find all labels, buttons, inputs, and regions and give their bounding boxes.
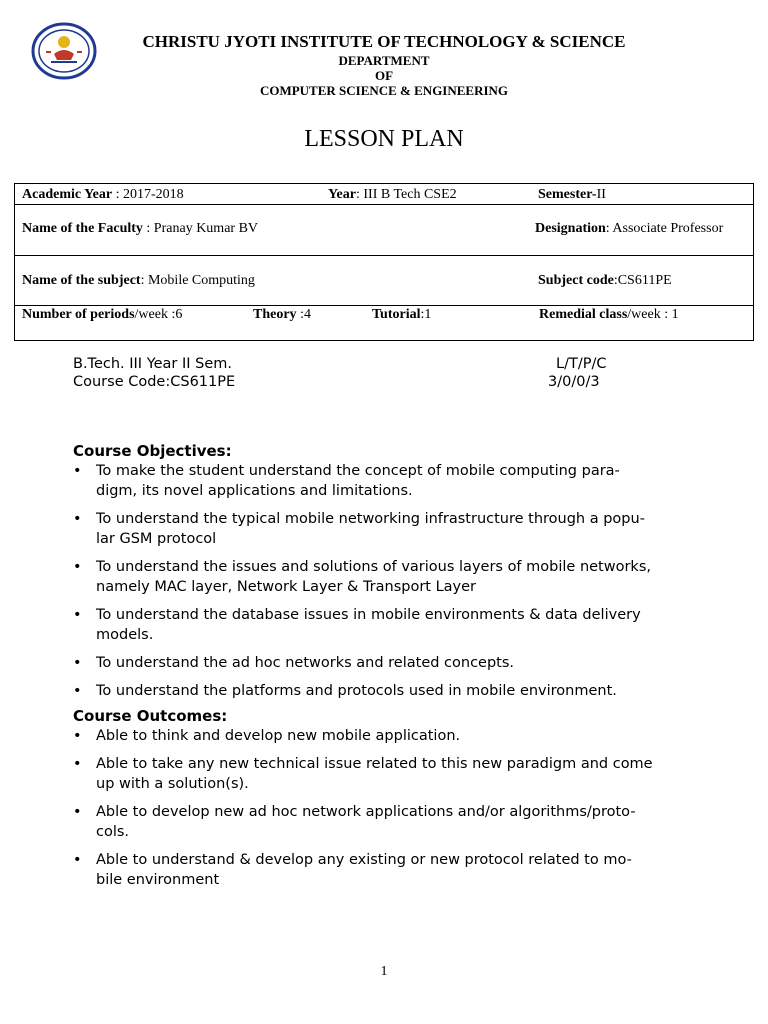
objectives-list (73, 461, 713, 701)
outcome-item (73, 754, 713, 794)
objective-item (73, 509, 713, 549)
department-line-2: OF (374, 68, 394, 83)
year-value: : III B Tech CSE2 (356, 187, 457, 202)
tutorial (372, 307, 431, 323)
year (328, 187, 457, 203)
info-table (14, 183, 754, 341)
academic-year-value: : 2017-2018 (112, 187, 184, 202)
course-outcomes-section (73, 706, 713, 898)
faculty (22, 221, 258, 237)
designation-label: Designation (535, 221, 606, 236)
tutorial-label: Tutorial (372, 307, 421, 322)
objective-item (73, 653, 713, 673)
ltpc-value: 3/0/0/3 (548, 374, 600, 390)
objective-item-text: To understand the typical mobile networking infrastructure through a popu- lar GSM protocol (96, 511, 645, 547)
objective-item (73, 681, 713, 701)
bullet-icon: • (73, 607, 82, 623)
bullet-icon: • (73, 655, 82, 671)
table-divider (15, 305, 753, 306)
outcome-item (73, 726, 713, 746)
bullet-icon: • (73, 756, 82, 772)
bullet-icon: • (73, 463, 82, 479)
semester-line: B.Tech. III Year II Sem. (73, 356, 233, 372)
theory (253, 307, 311, 323)
objective-item-text: To understand the issues and solutions of various layers of mobile networks, namely MAC layer, Network Layer & Transport Layer (96, 559, 651, 595)
bullet-icon: • (73, 683, 82, 699)
faculty-value: : Pranay Kumar BV (142, 221, 259, 236)
institution-name: CHRISTU JYOTI INSTITUTE OF TECHNOLOGY & SCIENCE (142, 32, 626, 51)
objectives-heading: Course Objectives: (73, 442, 232, 460)
tutorial-value: :1 (420, 307, 432, 322)
table-divider (15, 204, 753, 205)
bullet-icon: • (73, 804, 82, 820)
remedial-value: /week : 1 (627, 307, 679, 322)
remedial-label: Remedial class (539, 307, 628, 322)
outcome-item-text: Able to think and develop new mobile application. (96, 728, 461, 744)
objective-item-text: To understand the ad hoc networks and related concepts. (96, 655, 515, 671)
bullet-icon: • (73, 511, 82, 527)
page-title: LESSON PLAN (304, 126, 464, 152)
objective-item-text: To understand the platforms and protocols used in mobile environment. (96, 683, 617, 699)
year-label: Year (328, 187, 356, 202)
subject (22, 273, 255, 289)
objective-item (73, 461, 713, 501)
bullet-icon: • (73, 559, 82, 575)
faculty-label: Name of the Faculty (22, 221, 143, 236)
semester-label: Semester- (538, 187, 597, 202)
outcome-item-text: Able to take any new technical issue related to this new paradigm and come up with a solution(s). (96, 756, 653, 792)
outcome-item (73, 802, 713, 842)
objective-item-text: To make the student understand the concept of mobile computing para- digm, its novel applications and limitations. (96, 463, 620, 499)
theory-label: Theory (253, 307, 297, 322)
outcomes-heading: Course Outcomes: (73, 707, 228, 725)
outcome-item-text: Able to understand & develop any existing or new protocol related to mo- bile environment (96, 852, 632, 888)
designation-value: : Associate Professor (605, 221, 724, 236)
outcome-item-text: Able to develop new ad hoc network applications and/or algorithms/proto- cols. (96, 804, 636, 840)
academic-year-label: Academic Year (22, 187, 113, 202)
objective-item (73, 557, 713, 597)
table-divider (15, 255, 753, 256)
subject-label: Name of the subject (22, 273, 141, 288)
subject-code-label: Subject code (538, 273, 614, 288)
subject-code (538, 273, 672, 289)
objective-item-text: To understand the database issues in mobile environments & data delivery models. (96, 607, 641, 643)
objective-item (73, 605, 713, 645)
periods (22, 307, 182, 323)
bullet-icon: • (73, 728, 82, 744)
bullet-icon: • (73, 852, 82, 868)
subject-code-value: :CS611PE (613, 273, 672, 288)
periods-label: Number of periods (22, 307, 135, 322)
remedial-class (539, 307, 679, 323)
ltpc-label: L/T/P/C (556, 356, 607, 372)
periods-value: /week :6 (134, 307, 183, 322)
course-objectives-section (73, 441, 713, 709)
designation (535, 221, 723, 237)
academic-year (22, 187, 184, 203)
semester-value: II (596, 187, 606, 202)
department-line-1: DEPARTMENT (338, 53, 430, 68)
subject-value: : Mobile Computing (140, 273, 255, 288)
department-line-3: COMPUTER SCIENCE & ENGINEERING (259, 83, 509, 98)
theory-value: :4 (296, 307, 311, 322)
page-number: 1 (380, 964, 388, 979)
course-code-line: Course Code:CS611PE (73, 374, 236, 390)
outcome-item (73, 850, 713, 890)
semester (538, 187, 606, 203)
outcomes-list (73, 726, 713, 890)
